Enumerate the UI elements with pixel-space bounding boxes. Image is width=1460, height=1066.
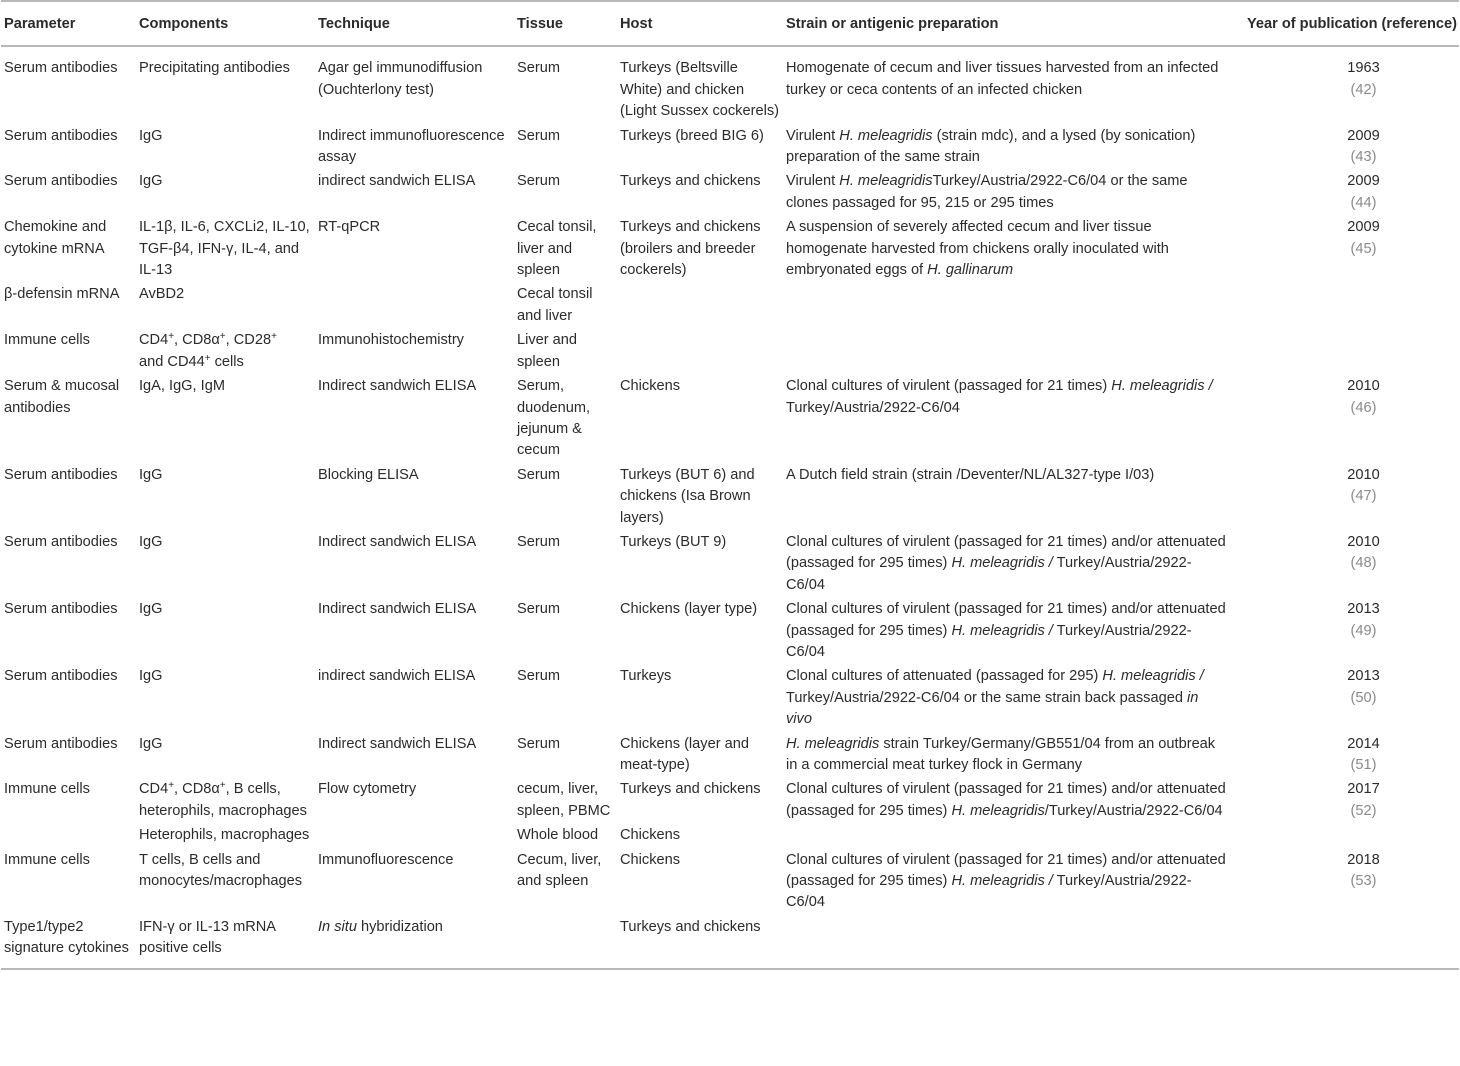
table-row: [1, 779, 1459, 825]
reference-link[interactable]: (49): [1350, 622, 1377, 639]
year-value: 2009: [1347, 173, 1380, 190]
marker-cd4: CD4: [139, 781, 169, 798]
species-name: H. meleagridis: [839, 173, 933, 190]
cell-parameter: Type1/type2 signature cytokines: [1, 917, 136, 969]
cell-tissue: Serum, duodenum, jejunum & cecum: [517, 378, 591, 459]
marker-cd28: , CD28: [225, 332, 272, 349]
strain-text: /Turkey/Austria/2922-C6/04: [1044, 802, 1223, 819]
cell-tissue: [514, 917, 617, 969]
species-name: H. meleagridis /: [951, 555, 1053, 572]
marker-cd44: and CD44: [139, 353, 205, 370]
plus-sup: +: [168, 780, 175, 792]
cell-year: [1230, 825, 1459, 849]
cell-strain: [783, 666, 1230, 733]
cell-components: IgG: [139, 466, 163, 483]
cell-technique: Agar gel immunodiffusion (Ouchterlony test): [318, 60, 483, 98]
species-name: H. meleagridis: [951, 802, 1045, 819]
table-row: [1, 666, 1459, 733]
header-row: [1, 1, 1459, 46]
cell-year: [1230, 126, 1459, 172]
cell-components: IgA, IgG, IgM: [139, 378, 225, 395]
cell-components: AvBD2: [139, 286, 185, 303]
strain-text: Clonal cultures of virulent (passaged for 21 times) and/or attenuated (passaged for 295 times): [786, 533, 1226, 572]
cell-technique: Immunofluorescence: [318, 851, 454, 868]
species-name: H. meleagridis /: [951, 873, 1053, 890]
strain-text: Turkey/Austria/2922-C6/04: [786, 873, 1192, 911]
table-row: [1, 734, 1459, 780]
cell-year: [1230, 779, 1459, 825]
cell-strain: [783, 171, 1230, 217]
cell-parameter: Immune cells: [4, 851, 90, 868]
cell-parameter: [1, 825, 136, 849]
cell-tissue: Serum: [517, 127, 560, 144]
strain-text: Clonal cultures of virulent (passaged for 21 times): [786, 378, 1112, 395]
cell-technique: Immunohistochemistry: [318, 332, 464, 349]
year-value: 2018: [1347, 851, 1380, 868]
plus-sup: +: [168, 331, 175, 343]
header-components: Components: [136, 1, 315, 46]
cell-strain: [783, 330, 1230, 376]
cell-components: [136, 779, 315, 825]
strain-text: A suspension of severely affected cecum and liver tissue homogenate harvested from chickens orally inoculated with embryonated eggs of: [786, 219, 1169, 279]
cell-technique: Indirect sandwich ELISA: [318, 533, 477, 550]
cell-tissue: Serum: [517, 533, 560, 550]
cell-host: Turkeys (BUT 9): [620, 533, 727, 550]
year-value: 2010: [1347, 466, 1380, 483]
cell-components: IgG: [139, 601, 163, 618]
cell-strain: A Dutch field strain (strain /Deventer/NL/AL327-type I/03): [786, 466, 1155, 483]
cell-strain: [783, 734, 1230, 780]
table-row: [1, 46, 1459, 125]
cell-host: Turkeys and chickens (broilers and breeder cockerels): [620, 219, 761, 279]
cell-technique: Blocking ELISA: [318, 466, 419, 483]
cell-components: IgG: [139, 173, 163, 190]
cell-tissue: Serum: [517, 466, 560, 483]
cell-year: [1230, 599, 1459, 666]
header-year: Year of publication (reference): [1230, 1, 1459, 46]
cell-components: IgG: [139, 668, 163, 685]
strain-text: Clonal cultures of virulent (passaged for 21 times) and/or attenuated (passaged for 295 times): [786, 781, 1226, 819]
cell-parameter: Serum & mucosal antibodies: [4, 378, 120, 416]
cell-host: [617, 330, 783, 376]
cell-strain: [783, 532, 1230, 599]
cell-parameter: Serum antibodies: [4, 601, 118, 618]
cell-components: IL-1β, IL-6, CXCLi2, IL-10, TGF-β4, IFN-γ, IL-4, and IL-13: [139, 219, 310, 279]
cell-components: Heterophils, macrophages: [139, 827, 310, 844]
header-host: Host: [617, 1, 783, 46]
cell-tissue: Liver and spleen: [517, 332, 578, 370]
species-name: H. meleagridis: [839, 127, 933, 144]
year-value: 2014: [1347, 735, 1380, 752]
cell-parameter: Serum antibodies: [4, 127, 118, 144]
plus-sup: +: [271, 331, 277, 343]
cell-parameter: Serum antibodies: [4, 735, 118, 752]
technique-text: hybridization: [356, 918, 443, 935]
cell-strain: [783, 126, 1230, 172]
reference-link[interactable]: (44): [1350, 194, 1377, 211]
reference-link[interactable]: (43): [1350, 149, 1377, 166]
reference-link[interactable]: (52): [1350, 802, 1377, 819]
table-row: [1, 126, 1459, 172]
cell-host: Chickens: [620, 827, 681, 844]
cell-year: [1230, 532, 1459, 599]
cell-strain: [783, 217, 1230, 284]
header-technique: Technique: [315, 1, 514, 46]
cell-components: Precipitating antibodies: [139, 60, 290, 77]
cell-technique: indirect sandwich ELISA: [318, 173, 476, 190]
cell-strain: [783, 284, 1230, 330]
cell-tissue: Serum: [517, 601, 560, 618]
cell-strain: [783, 825, 1230, 849]
strain-text: Clonal cultures of virulent (passaged for 21 times) and/or attenuated (passaged for 295 times): [786, 601, 1226, 639]
strain-text: Virulent: [786, 127, 840, 144]
cell-year: [1230, 171, 1459, 217]
table-row: [1, 376, 1459, 465]
header-strain: Strain or antigenic preparation: [783, 1, 1230, 46]
table-row: [1, 465, 1459, 532]
species-name: H. meleagridis: [786, 735, 880, 752]
year-value: 2017: [1347, 781, 1380, 798]
cell-technique: [315, 825, 514, 849]
species-name: H. gallinarum: [927, 262, 1014, 279]
species-name: H. meleagridis /: [1111, 378, 1213, 395]
table-row: [1, 532, 1459, 599]
cell-year: [1230, 666, 1459, 733]
reference-link[interactable]: (42): [1350, 81, 1377, 98]
cell-tissue: Serum: [517, 735, 560, 752]
reference-link[interactable]: (51): [1350, 757, 1377, 773]
plus-sup: +: [219, 780, 226, 792]
cell-host: Turkeys and chickens: [620, 173, 761, 190]
marker-cells: cells: [210, 353, 244, 370]
cell-components: [136, 330, 315, 376]
year-value: 2010: [1347, 533, 1380, 550]
species-name: H. meleagridis /: [951, 622, 1053, 639]
cell-tissue: cecum, liver, spleen, PBMC: [517, 781, 611, 819]
year-value: 1963: [1347, 60, 1380, 77]
year-value: 2009: [1347, 219, 1380, 236]
cell-strain: [783, 376, 1230, 465]
data-table: [1, 0, 1459, 970]
strain-text: strain Turkey/Germany/GB551/04 from an outbreak in a commercial meat turkey flock in Germany: [786, 735, 1216, 773]
cell-components: IgG: [139, 735, 163, 752]
strain-text: Virulent: [786, 173, 840, 190]
table-row: [1, 825, 1459, 849]
reference-link[interactable]: (46): [1350, 399, 1377, 416]
year-value: 2009: [1347, 127, 1380, 144]
cell-tissue: Cecal tonsil and liver: [517, 286, 593, 324]
cell-strain: [783, 779, 1230, 825]
strain-text: (strain mdc), and a lysed (by sonication) preparation of the same strain: [786, 127, 1196, 166]
cell-technique: indirect sandwich ELISA: [318, 668, 476, 685]
species-name: H. meleagridis /: [1102, 668, 1204, 685]
year-value: 2013: [1347, 601, 1380, 618]
cell-technique: Indirect sandwich ELISA: [318, 378, 477, 395]
cell-strain: Homogenate of cecum and liver tissues harvested from an infected turkey or ceca contents of an infected chicken: [786, 60, 1219, 98]
cell-host: Turkeys and chickens: [620, 781, 761, 798]
cell-parameter: Immune cells: [4, 332, 90, 349]
cell-parameter: Serum antibodies: [4, 60, 118, 77]
cell-components: IFN-γ or IL-13 mRNA positive cells: [136, 917, 315, 969]
cell-tissue: Serum: [517, 173, 560, 190]
marker-rest: , B cells, heterophils, macrophages: [139, 781, 307, 819]
cell-parameter: Serum antibodies: [4, 173, 118, 190]
strain-text: Turkey/Austria/2922-C6/04 or the same clones passaged for 95, 215 or 295 times: [786, 173, 1188, 211]
strain-text: Clonal cultures of virulent (passaged for 21 times) and/or attenuated (passaged for 295 times): [786, 851, 1226, 890]
reference-link[interactable]: (50): [1350, 689, 1377, 706]
table-row: [1, 284, 1459, 330]
cell-host: Chickens (layer and meat-type): [620, 735, 749, 773]
table-row: [1, 217, 1459, 284]
marker-cd4: CD4: [139, 332, 169, 349]
cell-year: [1230, 465, 1459, 532]
cell-year: [1230, 734, 1459, 780]
marker-cd8: , CD8α: [174, 781, 220, 798]
cell-host: Chickens: [620, 851, 681, 868]
cell-technique: [315, 917, 514, 969]
cell-year: [1230, 217, 1459, 284]
cell-tissue: Whole blood: [517, 827, 599, 844]
cell-tissue: Serum: [517, 60, 560, 77]
header-tissue: Tissue: [514, 1, 617, 46]
table-row: [1, 850, 1459, 917]
cell-tissue: Cecal tonsil, liver and spleen: [517, 219, 597, 279]
cell-parameter: Serum antibodies: [4, 668, 118, 685]
cell-technique: RT-qPCR: [318, 219, 381, 236]
cell-technique: Indirect immunofluorescence assay: [318, 127, 505, 166]
reference-link[interactable]: (53): [1350, 873, 1377, 890]
cell-technique: Indirect sandwich ELISA: [318, 601, 477, 618]
table-row: [1, 917, 1459, 969]
cell-parameter: Chemokine and cytokine mRNA: [4, 219, 107, 257]
cell-host: Chickens: [620, 378, 681, 395]
cell-technique: Flow cytometry: [318, 781, 417, 798]
strain-text: Turkey/Austria/2922-C6/04 or the same strain back passaged: [786, 689, 1187, 706]
cell-host: Turkeys and chickens: [617, 917, 783, 969]
year-value: 2010: [1347, 378, 1380, 395]
cell-year: [1230, 917, 1459, 969]
cell-year: [1230, 376, 1459, 465]
cell-parameter: β-defensin mRNA: [4, 286, 120, 303]
cell-strain: [783, 599, 1230, 666]
strain-text: Turkey/Austria/2922-C6/04: [786, 399, 960, 416]
cell-host: Turkeys (Beltsville White) and chicken (Light Sussex cockerels): [620, 60, 779, 120]
in-vivo-text: in vivo: [786, 689, 1199, 728]
cell-technique: Indirect sandwich ELISA: [318, 735, 477, 752]
cell-tissue: Serum: [517, 668, 560, 685]
cell-host: Chickens (layer type): [620, 601, 758, 618]
cell-host: Turkeys (breed BIG 6): [620, 127, 764, 144]
header-parameter: Parameter: [1, 1, 136, 46]
cell-parameter: Serum antibodies: [4, 533, 118, 550]
cell-strain: [783, 850, 1230, 917]
strain-text: Turkey/Austria/2922-C6/04: [786, 622, 1192, 660]
reference-link[interactable]: (45): [1350, 240, 1377, 257]
reference-link[interactable]: (48): [1350, 555, 1377, 572]
cell-technique: [315, 284, 514, 330]
cell-parameter: Serum antibodies: [4, 466, 118, 483]
cell-year: [1230, 46, 1459, 125]
plus-sup: +: [219, 331, 226, 343]
cell-parameter: Immune cells: [4, 781, 90, 798]
reference-link[interactable]: (47): [1350, 488, 1377, 505]
in-situ-text: In situ: [318, 918, 357, 935]
table-row: [1, 330, 1459, 376]
cell-year: [1230, 330, 1459, 376]
cell-host: Turkeys (BUT 6) and chickens (Isa Brown layers): [620, 466, 755, 526]
cell-year: [1230, 284, 1459, 330]
cell-host: [617, 284, 783, 330]
cell-host: Turkeys: [620, 668, 672, 685]
strain-text: Turkey/Austria/2922-C6/04: [786, 555, 1192, 593]
cell-year: [1230, 850, 1459, 917]
table-row: [1, 599, 1459, 666]
strain-text: Clonal cultures of attenuated (passaged for 295): [786, 668, 1103, 685]
plus-sup: +: [204, 352, 211, 364]
year-value: 2013: [1347, 668, 1380, 685]
cell-tissue: Cecum, liver, and spleen: [517, 851, 602, 890]
table-row: [1, 171, 1459, 217]
cell-components: T cells, B cells and monocytes/macrophages: [139, 851, 303, 890]
cell-components: IgG: [139, 127, 163, 144]
cell-components: IgG: [139, 533, 163, 550]
cell-strain: [783, 917, 1230, 969]
marker-cd8: , CD8α: [174, 332, 220, 349]
